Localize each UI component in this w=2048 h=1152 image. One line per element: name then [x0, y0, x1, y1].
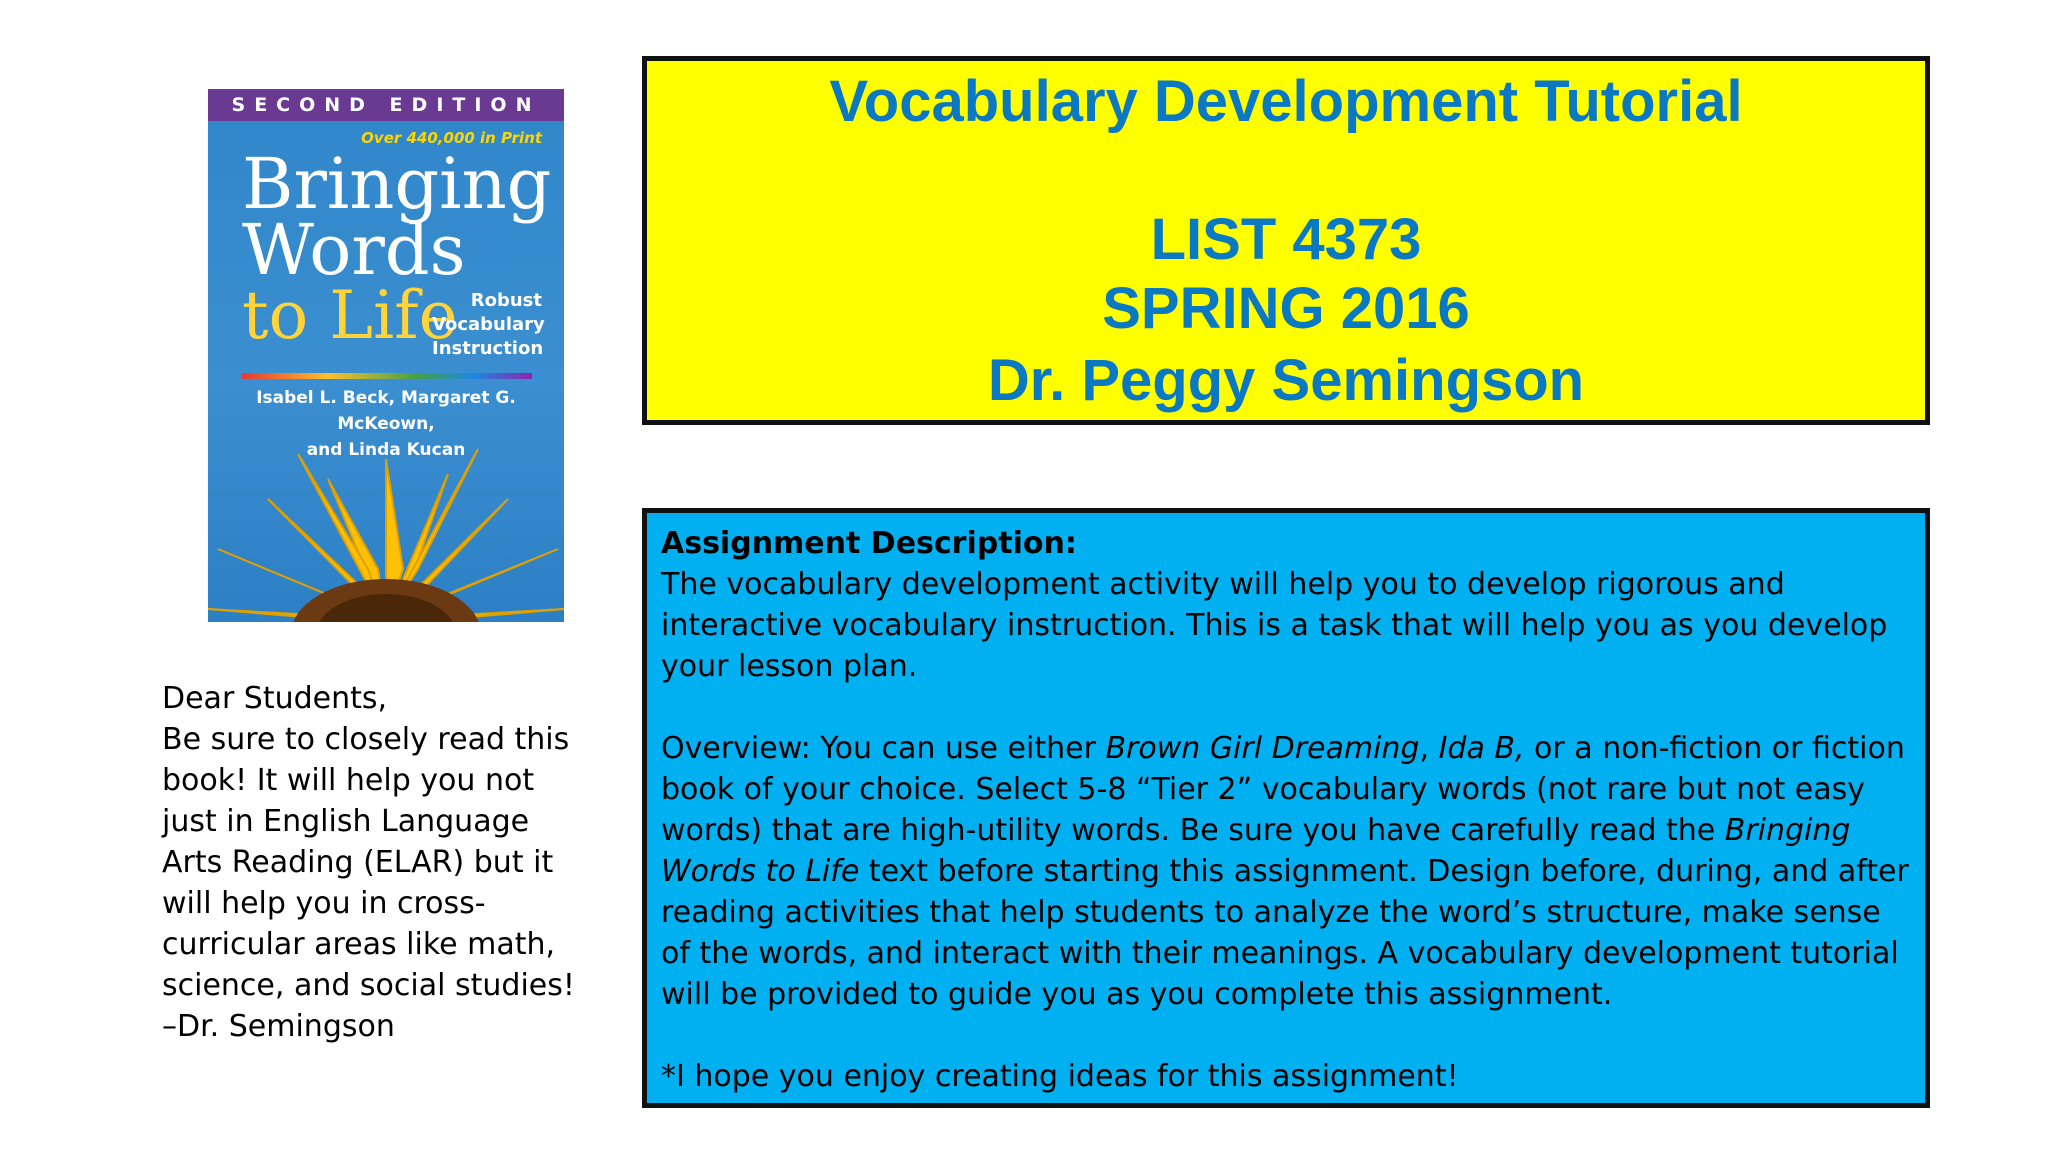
- cover-title-line-1: Bringing: [242, 143, 552, 225]
- cover-subtitle-line-2: Vocabulary: [432, 314, 545, 335]
- assignment-closing: *I hope you enjoy creating ideas for this assignment!: [661, 1059, 1459, 1094]
- required-text-title: Bringing Words to Life: [661, 813, 1851, 889]
- assignment-description-box: [642, 508, 1930, 1108]
- cover-rainbow-rule: [242, 373, 532, 379]
- cover-title-line-2: Words: [242, 209, 466, 291]
- cover-subtitle-line-1: Robust: [470, 290, 542, 311]
- assignment-overview: [661, 728, 1911, 1015]
- note-greeting: Dear Students,: [162, 681, 388, 716]
- cover-subtitle-line-3: Instruction: [432, 338, 544, 359]
- paragraph-gap: [661, 1015, 1911, 1056]
- note-body: Be sure to closely read this book! It will help you not just in English Language Arts Reading (ELAR) but it will help you in cross-curricular areas like math, science, and social studies! –Dr. Semingson: [162, 722, 575, 1044]
- overview-separator: ,: [1419, 731, 1439, 766]
- course-code: LIST 4373: [1150, 207, 1422, 272]
- instructor-name: Dr. Peggy Semingson: [987, 348, 1585, 413]
- title-box: [642, 56, 1930, 425]
- tutorial-title: Vocabulary Development Tutorial: [829, 69, 1743, 134]
- sunflower-illustration: [208, 419, 564, 622]
- cover-print-run: Over 440,000 in Print: [361, 129, 542, 147]
- paragraph-gap: [661, 687, 1911, 728]
- book-cover-image: [208, 89, 564, 622]
- assignment-heading: Assignment Description:: [661, 526, 1077, 561]
- cover-edition: SECOND EDITION: [208, 89, 564, 121]
- cover-title-line-3: to Life: [242, 277, 458, 354]
- overview-middle: or a non-fiction or fiction book of your choice. Select 5-8 “Tier 2” vocabulary words (not rare but not easy words) that are high-utility words. Be sure you have carefully read the: [661, 731, 1905, 848]
- cover-subtitle: [432, 289, 545, 361]
- student-note: [162, 678, 582, 1047]
- cover-authors-line-1: Isabel L. Beck, Margaret G. McKeown,: [256, 388, 516, 434]
- cover-authors-line-2: and Linda Kucan: [306, 440, 466, 460]
- assignment-description: The vocabulary development activity will help you to develop rigorous and interactive vocabulary instruction. This is a task that will help you as you develop your lesson plan.: [661, 567, 1888, 684]
- overview-suffix: text before starting this assignment. Design before, during, and after reading activities that help students to analyze the word’s structure, make sense of the words, and interact with their meanings. A vocabulary development tutorial will be provided to guide you as you complete this assignment.: [661, 854, 1909, 1012]
- book-option-2: Ida B,: [1438, 731, 1525, 766]
- overview-prefix: Overview: You can use either: [661, 731, 1106, 766]
- book-option-1: Brown Girl Dreaming: [1105, 731, 1420, 766]
- course-term: SPRING 2016: [1102, 276, 1470, 341]
